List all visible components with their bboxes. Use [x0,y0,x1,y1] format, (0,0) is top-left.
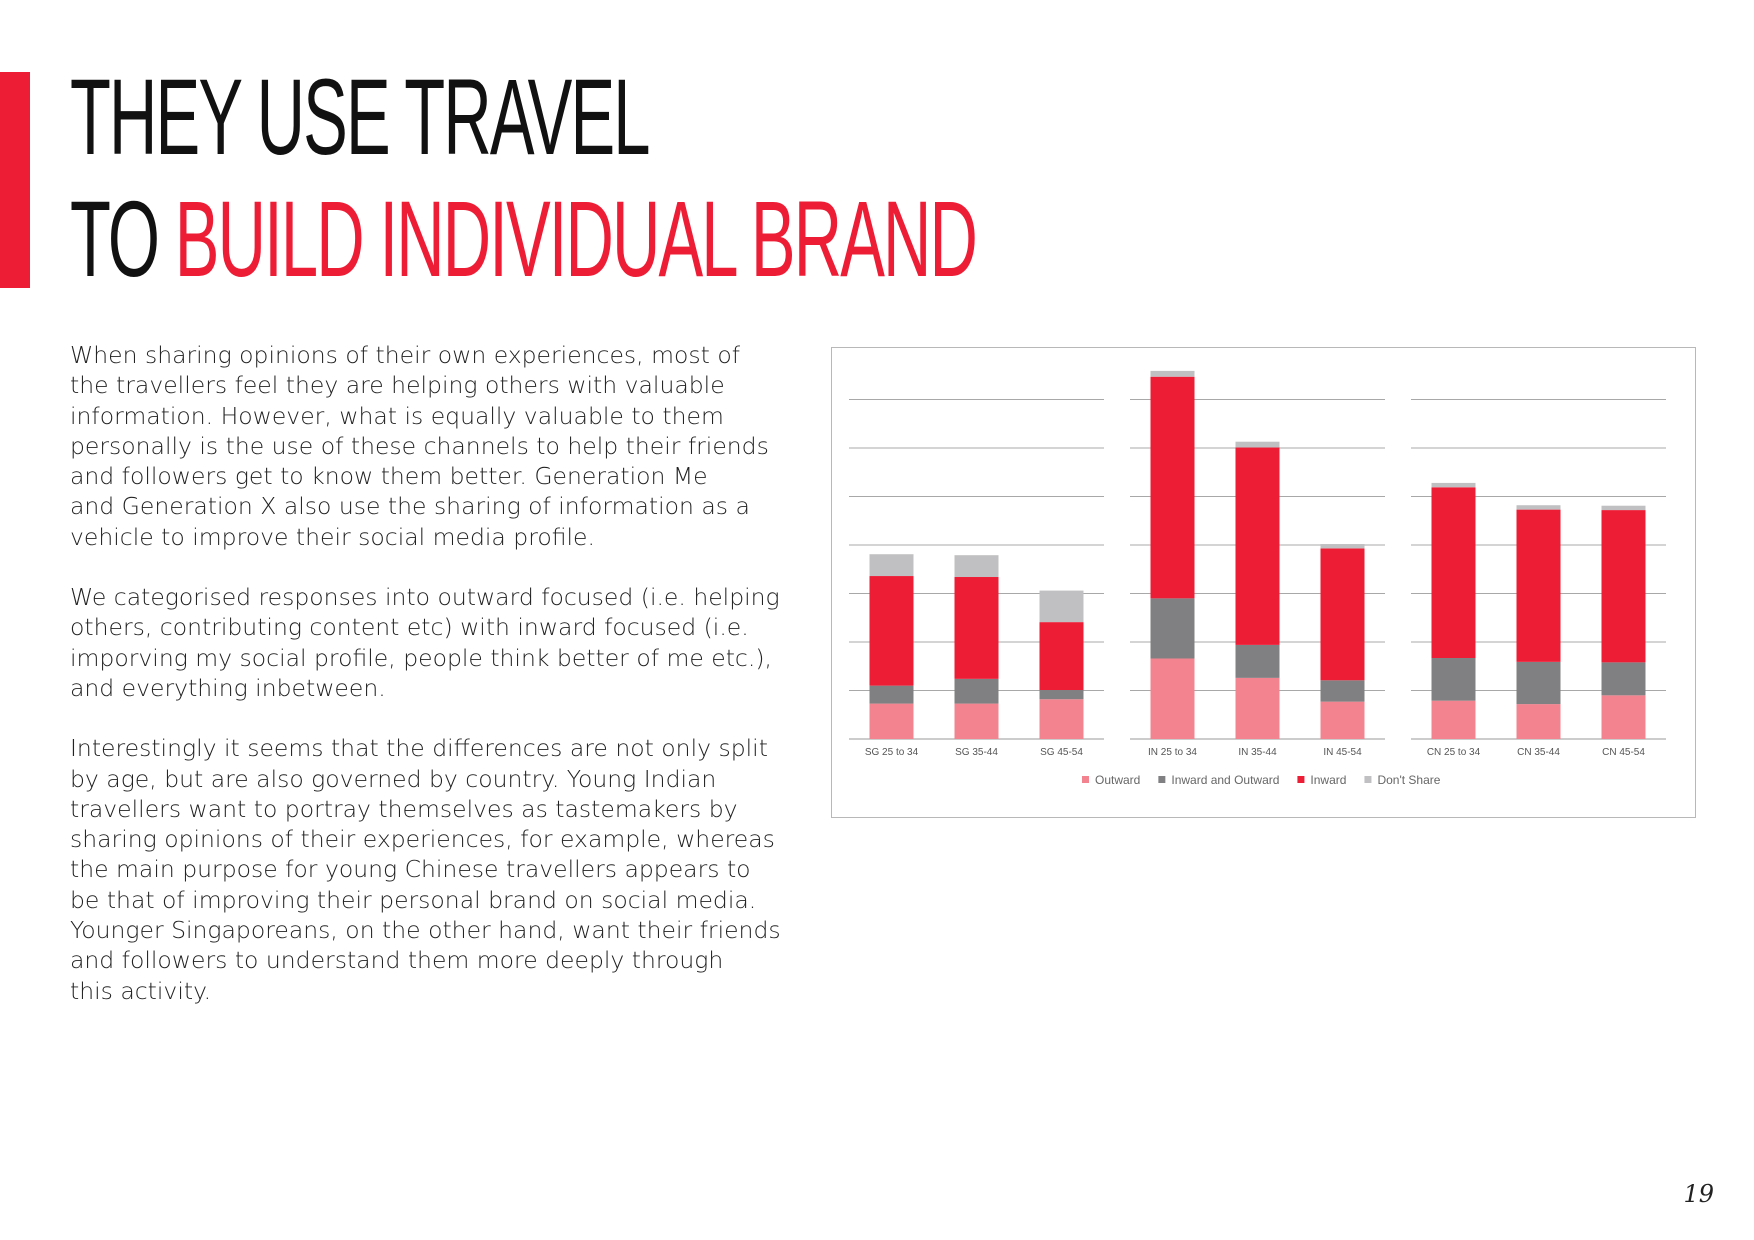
x-tick-label: IN 45-54 [1323,747,1362,758]
x-tick-label: SG 25 to 34 [864,747,919,758]
x-tick-label: CN 45-54 [1602,747,1645,758]
bar-outward-7 [1517,704,1561,739]
page-number: 19 [1683,1180,1714,1208]
bar-inward-and-outward-3 [1151,598,1195,658]
legend-label-2: Inward [1310,773,1347,787]
chart-frame [831,347,1696,818]
bar-don-t-share-8 [1602,506,1646,510]
bar-don-t-share-1 [955,555,999,577]
bar-inward-and-outward-5 [1321,680,1365,701]
bar-don-t-share-6 [1432,483,1476,487]
legend-label-0: Outward [1095,773,1141,787]
legend-swatch-3 [1364,776,1371,783]
bar-don-t-share-5 [1321,544,1365,548]
bar-outward-0 [870,704,914,739]
bar-inward-4 [1236,448,1280,645]
legend-swatch-0 [1082,776,1089,783]
bar-don-t-share-3 [1151,371,1195,377]
bar-don-t-share-0 [870,554,914,576]
x-tick-label: IN 35-44 [1238,747,1277,758]
legend-label-3: Don't Share [1377,773,1441,787]
bar-inward-6 [1432,487,1476,658]
paragraph-2: We categorised responses into outward focused (i.e. helping others, contributing content etc) with inward focused (i.e. imporving my social profile, people think better of me etc.), and everything inbetween. [70,583,780,702]
bar-inward-and-outward-4 [1236,645,1280,678]
x-tick-label: SG 35-44 [955,747,998,758]
bar-inward-and-outward-6 [1432,658,1476,701]
legend-label-1: Inward and Outward [1171,773,1280,787]
title-line-2-prefix: TO [70,178,175,299]
bar-outward-5 [1321,702,1365,739]
bar-inward-2 [1040,622,1084,690]
paragraph-3: Interestingly it seems that the differences are not only split by age, but are also governed by country. Young Indian travellers want to portray themselves as tastemakers by sharing opinions of their experiences, for example, whereas the main purpose for young Chinese travellers appears to be that of improving their personal brand on social media. Younger Singaporeans, on the other hand, want their friends and followers to understand them more deeply through this activity. [70,734,781,1005]
paragraph-1: When sharing opinions of their own experiences, most of the travellers feel they are helping others with valuable information. However, what is equally valuable to them personally is the use of these channels to help their friends and followers get to know them better. Generation Me and Generation X also use the sharing of information as a vehicle to improve their social media profile. [70,341,769,551]
x-tick-label: IN 25 to 34 [1148,747,1197,758]
x-tick-label: CN 35-44 [1517,747,1560,758]
page-title [70,56,976,300]
x-tick-label: SG 45-54 [1040,747,1083,758]
bar-outward-8 [1602,695,1646,739]
bar-outward-4 [1236,678,1280,739]
bar-inward-and-outward-2 [1040,690,1084,699]
legend-swatch-1 [1158,776,1165,783]
body-text [70,340,790,1036]
bar-inward-3 [1151,377,1195,599]
bar-inward-0 [870,576,914,686]
title-line-2-highlight: BUILD INDIVIDUAL BRAND [174,178,977,299]
bar-outward-6 [1432,701,1476,739]
bar-inward-7 [1517,510,1561,662]
bar-don-t-share-7 [1517,505,1561,509]
bar-outward-3 [1151,658,1195,739]
bar-inward-and-outward-8 [1602,662,1646,695]
title-line-1: THEY USE TRAVEL [70,56,649,177]
bar-inward-and-outward-1 [955,679,999,704]
bar-inward-and-outward-7 [1517,662,1561,704]
legend-swatch-2 [1297,776,1304,783]
bar-inward-1 [955,577,999,679]
bar-inward-8 [1602,510,1646,662]
bar-don-t-share-4 [1236,442,1280,448]
accent-bar [0,72,30,288]
bar-outward-2 [1040,699,1084,739]
x-tick-label: CN 25 to 34 [1426,747,1481,758]
bar-inward-5 [1321,548,1365,680]
bar-outward-1 [955,704,999,739]
bar-don-t-share-2 [1040,591,1084,623]
bar-inward-and-outward-0 [870,686,914,704]
stacked-bar-chart [832,348,1697,819]
